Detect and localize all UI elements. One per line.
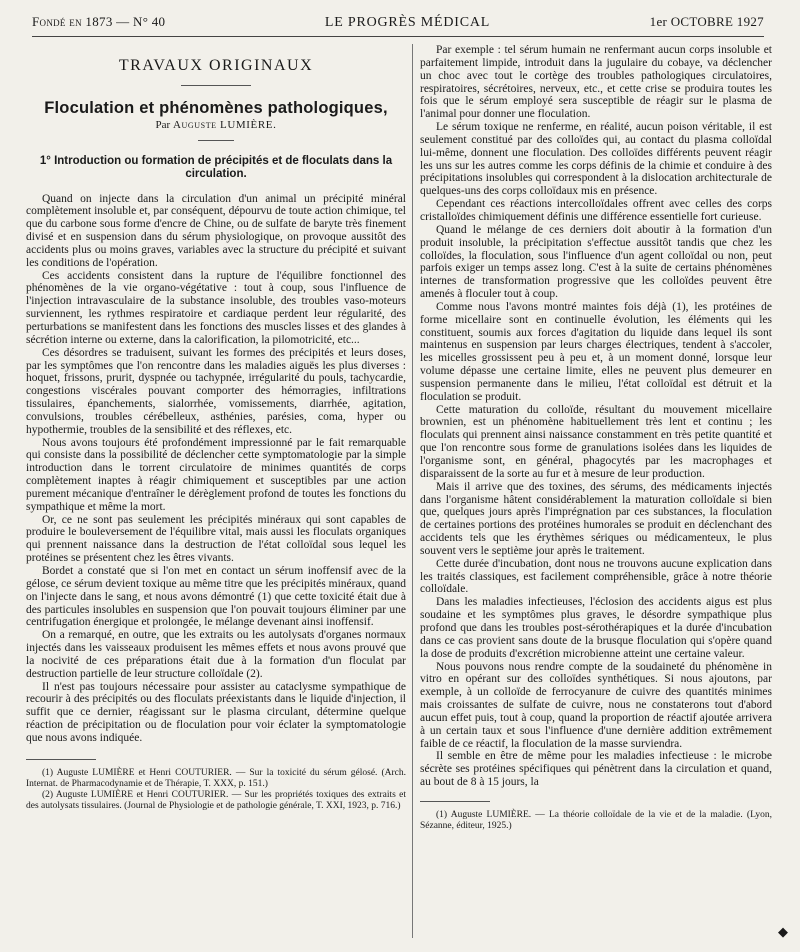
- paragraph: Le sérum toxique ne renferme, en réalité, aucun poison véritable, il est seulement constitué par des colloïdes qui, au contact du plasma colloïdal lui-même, donnent une floculation. Des colloïdes différents peuvent réagir les uns sur les autres comme les corps définis de la chimie et conduire à des précipitations insolubles qui correspondent à la dislocation architecturale de quelques-uns des corps colloïdaux mis en présence.: [420, 121, 772, 198]
- paragraph: On a remarqué, en outre, que les extraits ou les autolysats d'organes normaux injectés dans les vaisseaux produisent les mêmes effets et nous avons prouvé que la nocivité de ces préparations était due à la formation d'un floculat par destruction partielle de leur structure colloïdale (2).: [26, 629, 406, 680]
- paragraph: Ces accidents consistent dans la rupture de l'équilibre fonctionnel des phénomènes de la vie organo-végétative : tout à coup, sous l'influence de l'injection intravasculaire de la substance insoluble, des troubles vaso-moteurs surviennent, les rythmes respiratoire et cardiaque perdent leur régularité, des perturbations se manifestent dans les fonctions des muscles lisses et des glandes à sécrétion interne ou externe, dans la calorification, la pilomotricité, etc...: [26, 269, 406, 346]
- column-divider: [412, 44, 413, 938]
- section-title: TRAVAUX ORIGINAUX: [118, 57, 314, 74]
- paragraph: Par exemple : tel sérum humain ne renfermant aucun corps insoluble et parfaitement limpide, introduit dans la jugulaire du cobaye, va déclencher un choc avec tout le cortège des troubles pathologiques circulatoires, respiratoires, sécrétoires, nerveux, etc., et cette crise se produira toutes les fois que le sérum employé sera susceptible de réagir sur le plasma de l'animal pour donner une floculation.: [420, 44, 772, 121]
- paragraph: Comme nous l'avons montré maintes fois déjà (1), les protéines de forme micellaire sont en continuelle évolution, les éléments qui les constituent, soumis aux forces d'agitation du liquide dans lequel ils sont maintenus en suspension par leurs charges électriques, tendent à s'accoler, les micelles grossissent peu à peu et, à un moment donné, lorsque leur volume dépasse une certaine limite, elles ne peuvent plus demeurer en suspension permanente dans le milieu, l'état colloïdal est détruit et la floculation se produit.: [420, 300, 772, 403]
- diamond-ornament-icon: ◆: [778, 924, 788, 939]
- header-journal-title: LE PROGRÈS MÉDICAL: [324, 15, 491, 30]
- paragraph: Or, ce ne sont pas seulement les précipités minéraux qui sont capables de produire le bouleversement de l'équilibre vital, mais aussi les floculats organiques qui prennent naissance dans la destruction de l'état colloïdal sous lequel les protéines se présentent chez les êtres vivants.: [26, 513, 406, 565]
- paragraph: Ces désordres se traduisent, suivant les formes des précipités et leurs doses, par les symptômes que l'on rencontre dans les maladies aiguës les plus diverses : hoquet, frissons, prurit, dyspnée ou tachypnée, irrégularité du pouls, tachycardie, congestions viscérales pouvant comporter des hémorragies, infiltrations tissulaires, épanchements, sialorrhée, vomissements, diarrhée, agitation, convulsions, troubles cérébelleux, asthénies, parésies, coma, hyper ou hypothermie, troubles de la sensibilité et des réflexes, etc.: [26, 346, 406, 436]
- section-title-rule: [181, 85, 251, 86]
- paragraph: Il semble en être de même pour les maladies infectieuse : le microbe sécrète ses protéines spécifiques qui pénètrent dans la circulation et quand, au bout de 8 à 15 jours, la: [420, 750, 772, 789]
- paragraph: Mais il arrive que des toxines, des sérums, des médicaments injectés dans l'organisme hâtent considérablement la maturation colloïdale si bien que, quelques jours après l'imprégnation par ces substances, la floculation de certaines portions des protéines humorales se produit en déclenchant des accidents tels que les érythèmes sériques ou médicamenteux, le plus souvent vers le septième jour après le traitement.: [420, 480, 772, 557]
- header-date: 1er OCTOBRE 1927: [649, 14, 764, 29]
- article-author-line: [26, 119, 406, 132]
- author-name: Auguste LUMIÈRE.: [172, 118, 277, 131]
- paragraph: Nous avons toujours été profondément impressionné par le fait remarquable qui consiste dans la possibilité de déclencher cette symptomatologie par la simple introduction dans le torrent circulatoire de minimes quantités de corps complètement inaptes à réagir chimiquement et susceptibles par une action purement mécanique d'entraîner le dérèglement profond de toutes les fonctions du sympathique et même la mort.: [26, 436, 406, 513]
- paragraph: Dans les maladies infectieuses, l'éclosion des accidents aigus est plus soudaine et les symptômes plus graves, le désordre sympathique plus profond que dans les troubles post-sérothérapiques et la durée d'incubation dans ce cas provient sans doute de la brusque floculation qui s'opère quand la dose de produits d'excrétion microbienne atteint une certaine valeur.: [420, 596, 772, 660]
- paragraph: Quand le mélange de ces derniers doit aboutir à la formation d'un produit insoluble, la précipitation s'effectue aussitôt tandis que chez les colloïdes, la floculation, sous l'influence d'un agent colloïdal ou non, peut parfois exiger un temps assez long. C'est à la suite de certains phénomènes internes de transformation progressive que les colloïdes peuvent être amenés à floculer tout à coup.: [420, 223, 772, 301]
- paragraph: Quand on injecte dans la circulation d'un animal un précipité minéral complètement insoluble et, par conséquent, dépourvu de toute action chimique, tel que du carbone sous forme d'encre de Chine, ou de sulfate de baryte très finement divisé et en suspension dans du sérum physiologique, on provoque aussitôt des accidents plus ou moins graves, variables avec la structure du précipité et suivant les conditions de l'opération.: [26, 192, 406, 269]
- header-rule: [32, 36, 764, 37]
- paragraph: Nous pouvons nous rendre compte de la soudaineté du phénomène in vitro en opérant sur des colloïdes synthétiques. Si nous ajoutons, par exemple, à un colloïde de ferrocyanure de cuivre des quantités minimes mais croissantes de sulfate de cuivre, nous ne constaterons tout d'abord aucun effet puis, tout à coup, quand la proportion de réactif ajoutée arrivera à un certain taux et sous l'influence d'une dernière addition extrêmement faible de ce réactif, la floculation de la masse surviendra.: [420, 660, 772, 750]
- footnote-rule: [420, 801, 490, 802]
- author-prefix: Par: [155, 118, 171, 131]
- article-title: Floculation et phénomènes pathologiques,: [44, 98, 388, 117]
- paragraph: Cette durée d'incubation, dont nous ne trouvons aucune explication dans les traités classiques, est facilement compréhensible, grâce à notre théorie colloïdale.: [420, 557, 772, 596]
- footnote: (2) Auguste LUMIÈRE et Henri COUTURIER. — Sur les propriétés toxiques des extraits et des autolysats tissulaires. (Journal de Physiologie et de pathologie générale, T. XXI, 1923, p. 716.): [26, 789, 406, 811]
- footnote: (1) Auguste LUMIÈRE et Henri COUTURIER. — Sur la toxicité du sérum gélosé. (Arch. Internat. de Pharmacodynamie et de Thérapie, T. XXX, p. 151.): [26, 767, 406, 789]
- right-column: [420, 44, 772, 938]
- paragraph: Bordet a constaté que si l'on met en contact un sérum inoffensif avec de la gélose, ce sérum devient toxique au même titre que les précipités minéraux, quand on l'injecte dans le sang, et nous avons démontré (1) que cette toxicité était due à des particules insolubles en suspension que l'on pouvait toujours éliminer par une centrifugation énergique et prolongée, le mélange devenant ainsi inoffensif.: [26, 565, 406, 629]
- author-rule: [198, 140, 234, 141]
- paragraph: Il n'est pas toujours nécessaire pour assister au cataclysme sympathique de recourir à des précipités ou des floculats préexistants dans le liquide d'injection, il suffit que ce dernier, réagissant sur le plasma circulant, détermine quelque réaction de précipitation ou de floculation pour voir éclater la symptomatologie que nous avons indiquée.: [26, 680, 406, 744]
- paragraph: Cette maturation du colloïde, résultant du mouvement micellaire brownien, est un phénomène habituellement très lent et continu ; les floculats qui prennent ainsi naissance constamment en très petite quantité et que l'on rencontre sous forme de granulations isolées dans les liquides de l'organisme sont, en général, phagocytés par les macrophages et disparaissent de la sorte au fur et à mesure de leur production.: [420, 403, 772, 480]
- left-column: [26, 44, 406, 938]
- running-header: [32, 14, 764, 34]
- footnote-rule: [26, 759, 96, 760]
- footnote: (1) Auguste LUMIÈRE. — La théorie colloïdale de la vie et de la maladie. (Lyon, Sézanne, éditeur, 1925.): [420, 809, 772, 831]
- subsection-heading: 1° Introduction ou formation de précipités et de floculats dans la circulation.: [39, 154, 393, 180]
- header-founded: Fondé en 1873 — N° 40: [32, 14, 166, 29]
- paragraph: Cependant ces réactions intercolloïdales offrent avec celles des corps cristalloïdes chimiquement définis une différence essentielle fort curieuse.: [420, 198, 772, 223]
